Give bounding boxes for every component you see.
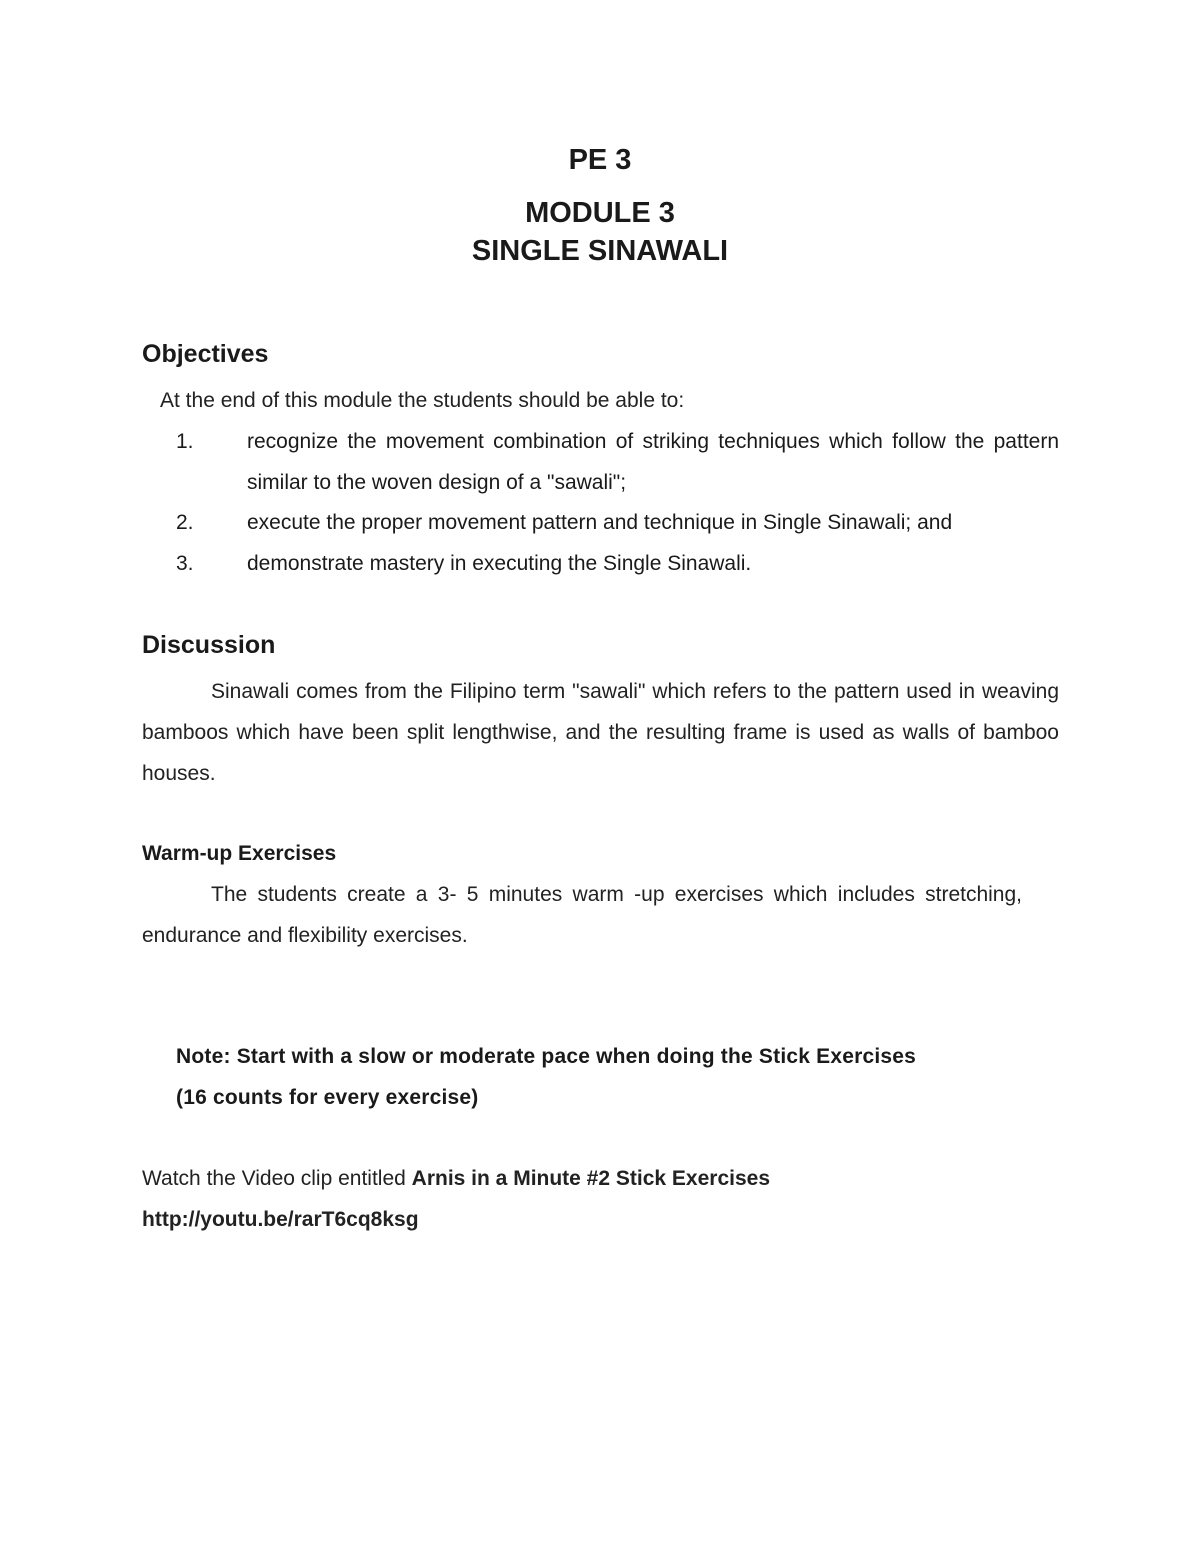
objective-number: 3. bbox=[176, 552, 194, 575]
discussion-heading: Discussion bbox=[142, 631, 276, 659]
module-number: MODULE 3 bbox=[525, 197, 675, 229]
objective-number: 2. bbox=[176, 511, 194, 534]
objectives-intro: At the end of this module the students should be able to: bbox=[160, 389, 685, 412]
objectives-heading: Objectives bbox=[142, 340, 269, 368]
note-line-1: Note: Start with a slow or moderate pace when doing the Stick Exercises bbox=[176, 1045, 917, 1068]
discussion-paragraph: Sinawali comes from the Filipino term "sawali" which refers to the pattern used in weaving bamboos which have been split lengthwise, and the resulting frame is used as walls of bamboo houses. bbox=[142, 680, 1059, 785]
video-prefix: Watch the Video clip entitled bbox=[142, 1167, 412, 1190]
video-title: Arnis in a Minute #2 Stick Exercises bbox=[411, 1167, 770, 1190]
video-link[interactable]: http://youtu.be/rarT6cq8ksg bbox=[142, 1208, 419, 1231]
warmup-heading: Warm-up Exercises bbox=[142, 842, 337, 865]
module-title: SINGLE SINAWALI bbox=[471, 235, 729, 267]
warmup-paragraph: The students create a 3- 5 minutes warm -up exercises which includes stretching, endurance and flexibility exercises. bbox=[142, 883, 1022, 947]
objective-text: recognize the movement combination of striking techniques which follow the pattern similar to the woven design of a "sawali"; bbox=[247, 430, 1059, 494]
objective-text: execute the proper movement pattern and technique in Single Sinawali; and bbox=[247, 511, 953, 534]
note-line-2: (16 counts for every exercise) bbox=[176, 1086, 479, 1109]
objective-text: demonstrate mastery in executing the Single Sinawali. bbox=[247, 552, 752, 575]
video-line bbox=[142, 1158, 770, 1199]
course-title: PE 3 bbox=[568, 144, 632, 176]
objective-number: 1. bbox=[176, 430, 194, 453]
